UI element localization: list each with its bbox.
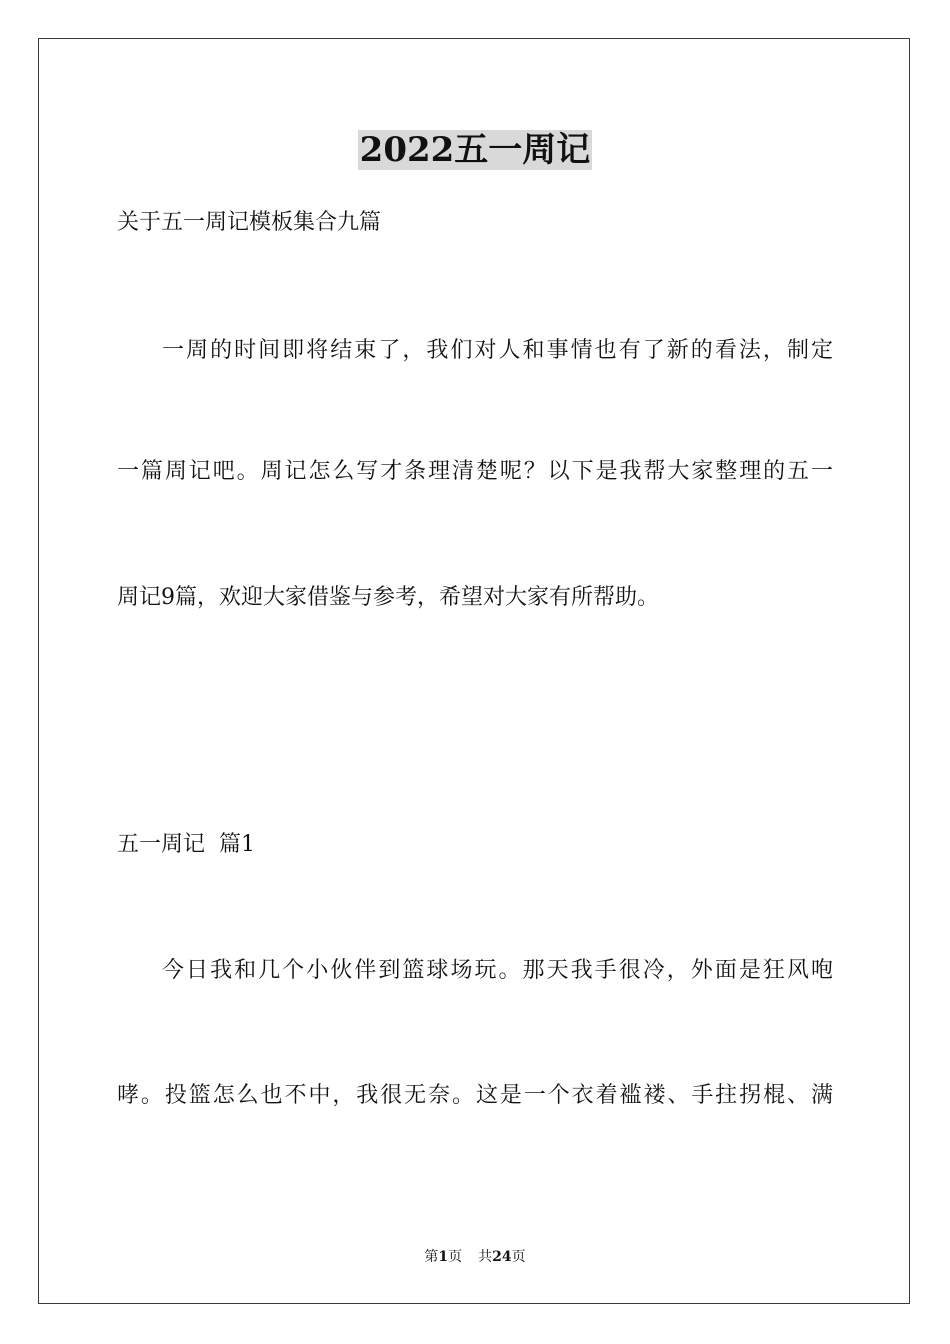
total-suffix: 页 (511, 1249, 526, 1265)
total-prefix: 共 (478, 1249, 493, 1265)
intro-line-2: 一篇周记吧。周记怎么写才条理清楚呢？以下是我帮大家整理的五一 (117, 459, 833, 484)
document-title (0, 128, 950, 172)
page-number: 1 (438, 1249, 449, 1265)
total-pages: 24 (492, 1249, 512, 1265)
intro-line-3: 周记9篇，欢迎大家借鉴与参考，希望对大家有所帮助。 (117, 585, 659, 610)
page-prefix: 第 (424, 1249, 439, 1265)
page-suffix: 页 (448, 1249, 463, 1265)
section-line-2: 哮。投篮怎么也不中，我很无奈。这是一个衣着褴褛、手拄拐棍、满 (117, 1083, 833, 1108)
page-footer (0, 1247, 950, 1267)
intro-line-1: 一周的时间即将结束了，我们对人和事情也有了新的看法，制定 (162, 338, 833, 363)
section-heading: 五一周记 篇1 (117, 832, 255, 857)
document-title-text: 2022五一周记 (359, 130, 591, 170)
document-subtitle: 关于五一周记模板集合九篇 (117, 210, 382, 235)
section-line-1: 今日我和几个小伙伴到篮球场玩。那天我手很冷，外面是狂风咆 (162, 958, 833, 983)
